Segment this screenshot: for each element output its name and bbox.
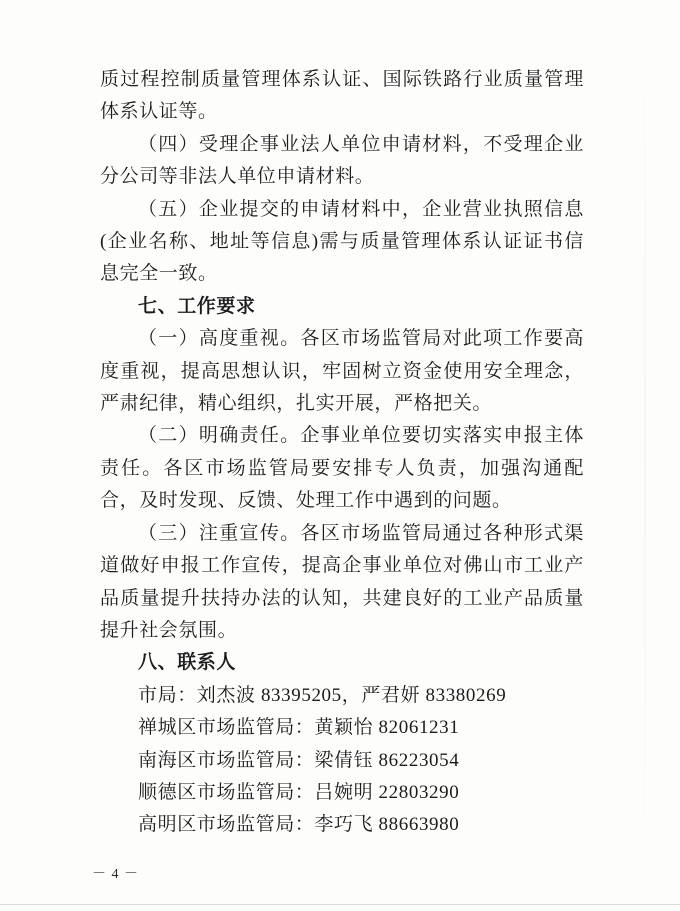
paragraph: 市局：刘杰波 83395205，严君妍 83380269: [138, 684, 507, 706]
paragraph: 高明区市场监管局：李巧飞 88663980: [138, 814, 460, 836]
paragraph: 南海区市场监管局：梁倩钰 86223054: [138, 749, 460, 771]
paragraph: （一）高度重视。各区市场监管局对此项工作要高度重视，提高思想认识，牢固树立资金使用安全理念，严肃纪律，精心组织，扎实开展，严格把关。: [100, 328, 584, 415]
paragraph: （二）明确责任。企事业单位要切实落实申报主体责任。各区市场监管局要安排专人负责，加强沟通配合，及时发现、反馈、处理工作中遇到的问题。: [100, 425, 584, 512]
paragraph: （四）受理企事业法人单位申请材料，不受理企业分公司等非法人单位申请材料。: [100, 133, 584, 188]
paragraph: （五）企业提交的申请材料中，企业营业执照信息(企业名称、地址等信息)需与质量管理体系认证证书信息完全一致。: [100, 198, 584, 285]
page-footer: [0, 851, 680, 911]
section-heading: 八、联系人: [138, 652, 237, 674]
paragraph: 禅城区市场监管局：黄颖怡 82061231: [138, 717, 460, 739]
paragraph: （三）注重宣传。各区市场监管局通过各种形式渠道做好申报工作宣传，提高企事业单位对佛山市工业产品质量提升扶持办法的认知，共建良好的工业产品质量提升社会氛围。: [100, 522, 584, 641]
section-heading: 七、工作要求: [138, 295, 256, 317]
paragraph: 顺德区市场监管局：吕婉明 22803290: [138, 781, 460, 803]
paragraph: 质过程控制质量管理体系认证、国际铁路行业质量管理体系认证等。: [100, 69, 584, 123]
document-body: [100, 64, 584, 842]
page-number: － 4 －: [92, 867, 139, 882]
